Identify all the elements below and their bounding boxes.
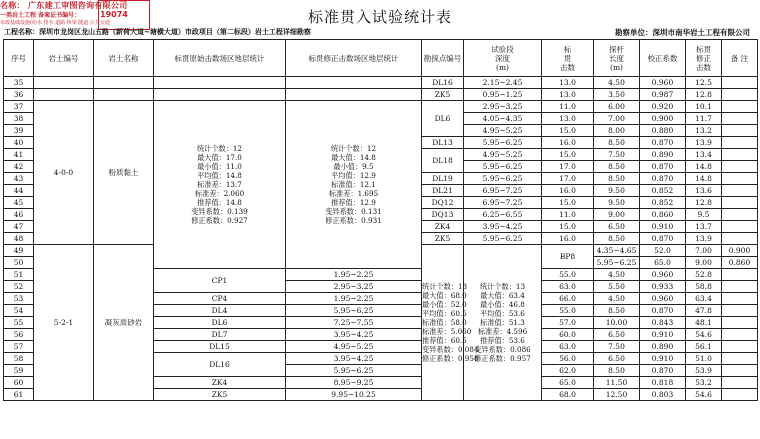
row-depth: 0.95~1.25 xyxy=(464,89,542,101)
row-seq: 49 xyxy=(4,245,34,257)
row-hole-id: CP4 xyxy=(154,293,286,305)
row-factor: 0.880 xyxy=(640,125,686,137)
row-factor: 0.890 xyxy=(640,149,686,161)
table-row xyxy=(4,77,758,89)
empty-corrected-stats xyxy=(286,89,422,101)
stat-line: 变异系数：0.131 xyxy=(325,207,382,216)
row-factor: 0.843 xyxy=(640,317,686,329)
row-blows: 52.0 xyxy=(640,245,686,257)
row-blows: 17.0 xyxy=(542,173,594,185)
row-seq: 61 xyxy=(4,389,34,401)
header-corr-l3: 击数 xyxy=(696,62,711,72)
empty-soil-name xyxy=(94,77,154,89)
row-factor: 0.960 xyxy=(640,293,686,305)
header-depth-l2: 深度 xyxy=(495,53,510,63)
row-seq: 51 xyxy=(4,269,34,281)
row-factor: 0.870 xyxy=(640,137,686,149)
table-body xyxy=(4,77,758,401)
row-corrected: 52.8 xyxy=(686,269,722,281)
stat-line: 统计个数：12 xyxy=(196,144,243,153)
row-rod-length: 5.50 xyxy=(594,281,640,293)
row-corrected: 47.8 xyxy=(686,305,722,317)
row-remark xyxy=(722,233,758,245)
row-corrected: 58.8 xyxy=(686,281,722,293)
row-rod-length: 7.00 xyxy=(686,245,722,257)
header-rod-l1: 探杆 xyxy=(609,44,624,54)
stat-line: 标准差：4.596 xyxy=(477,327,528,336)
row-seq: 47 xyxy=(4,221,34,233)
row-hole-id: DQ12 xyxy=(422,197,464,209)
stat-line: 修正系数：0.931 xyxy=(325,216,382,225)
row-rod-length: 4.50 xyxy=(594,293,640,305)
row-depth: 3.95~4.25 xyxy=(286,329,422,341)
row-depth: 8.95~9.25 xyxy=(286,377,422,389)
row-rod-length: 3.50 xyxy=(594,89,640,101)
stamp-cert-no: 19074 xyxy=(100,10,128,19)
header-corr-l1: 标贯 xyxy=(696,44,711,54)
stat-line: 标准差：2.060 xyxy=(194,189,245,198)
stat-line: 变异系数：0.139 xyxy=(191,207,248,216)
row-factor: 0.960 xyxy=(640,77,686,89)
row-hole-id: ZK5 xyxy=(422,89,464,101)
row-seq: 54 xyxy=(4,305,34,317)
row-corrected: 13.9 xyxy=(686,137,722,149)
row-blows: 13.0 xyxy=(542,89,594,101)
empty-corrected-stats xyxy=(286,77,422,89)
row-depth: 6.25~6.55 xyxy=(464,209,542,221)
header-blows xyxy=(542,40,594,77)
row-rod-length: 9.00 xyxy=(594,209,640,221)
row-factor: 0.900 xyxy=(722,245,758,257)
stat-line: 统计个数：13 xyxy=(422,282,468,291)
row-rod-length: 7.00 xyxy=(594,113,640,125)
row-factor: 0.852 xyxy=(640,185,686,197)
row-hole-id: CP1 xyxy=(154,269,286,293)
row-seq: 52 xyxy=(4,281,34,293)
row-depth: 5.95~6.25 xyxy=(594,257,640,269)
layer-raw-stats xyxy=(154,101,286,269)
row-factor: 0.870 xyxy=(640,173,686,185)
row-hole-id: DQ13 xyxy=(422,209,464,221)
row-depth: 5.95~6.25 xyxy=(464,233,542,245)
header-corrected-blows xyxy=(686,40,722,77)
row-corrected: 56.1 xyxy=(686,341,722,353)
header-raw-stats: 标贯原始击数场区地层统计 xyxy=(154,40,286,77)
layer-soil-name: 粉质黏土 xyxy=(94,101,154,245)
survey-organization: 勘察单位：深圳市南华岩土工程有限公司 xyxy=(615,28,750,37)
row-seq: 50 xyxy=(4,257,34,269)
stat-line: 推荐值：53.6 xyxy=(480,336,525,345)
row-corrected: 12.5 xyxy=(686,77,722,89)
row-hole-id: DL13 xyxy=(422,137,464,149)
row-depth: 3.95~4.25 xyxy=(464,221,542,233)
stamp-line-2: 一类岩土工程 备案证书编号： xyxy=(0,12,81,19)
row-remark xyxy=(722,161,758,173)
empty-soil-code xyxy=(34,77,94,89)
row-corrected: 51.0 xyxy=(686,353,722,365)
table-row xyxy=(4,101,758,113)
row-blows: 55.0 xyxy=(542,305,594,317)
row-hole-id: DL7 xyxy=(154,329,286,341)
row-rod-length: 4.50 xyxy=(594,269,640,281)
row-remark xyxy=(722,101,758,113)
row-factor: 0.890 xyxy=(640,341,686,353)
row-remark xyxy=(722,173,758,185)
row-remark xyxy=(722,185,758,197)
row-depth: 1.95~2.25 xyxy=(286,269,422,281)
row-corrected: 54.6 xyxy=(686,389,722,401)
row-blows: 56.0 xyxy=(542,353,594,365)
row-rod-length: 6.50 xyxy=(594,329,640,341)
row-depth: 5.95~6.25 xyxy=(286,305,422,317)
row-seq: 56 xyxy=(4,329,34,341)
row-corrected: 13.2 xyxy=(686,125,722,137)
row-blows: 15.0 xyxy=(542,149,594,161)
header-rod-l3: (m) xyxy=(610,62,623,72)
row-seq: 41 xyxy=(4,149,34,161)
stat-line: 标准值：12.1 xyxy=(331,180,376,189)
row-rod-length: 6.50 xyxy=(594,221,640,233)
row-depth: 5.95~6.25 xyxy=(286,365,422,377)
stat-line: 平均值：12.9 xyxy=(331,171,376,180)
table-row xyxy=(4,89,758,101)
row-remark xyxy=(722,77,758,89)
layer-soil-name: 凝灰质砂岩 xyxy=(94,245,154,401)
empty-soil-code xyxy=(34,89,94,101)
row-blows: 11.0 xyxy=(542,101,594,113)
header-corrected-stats: 标贯修正击数场区地层统计 xyxy=(286,40,422,77)
stat-line: 标准差：5.060 xyxy=(422,327,472,336)
row-seq: 44 xyxy=(4,185,34,197)
header-blows-l3: 击数 xyxy=(560,62,575,72)
row-blows: 63.0 xyxy=(542,341,594,353)
stat-line: 标准差：1.695 xyxy=(328,189,379,198)
row-blows: 68.0 xyxy=(542,389,594,401)
stat-line: 推荐值：60.5 xyxy=(422,336,467,345)
stat-line: 修正系数：0.958 xyxy=(422,354,479,363)
row-blows: 16.0 xyxy=(542,185,594,197)
row-blows: 11.0 xyxy=(542,209,594,221)
row-corrected: 14.8 xyxy=(686,161,722,173)
row-remark xyxy=(722,305,758,317)
stat-line: 最小值：46.8 xyxy=(480,300,525,309)
stat-line: 标准值：58.0 xyxy=(422,318,467,327)
stat-line: 平均值：14.8 xyxy=(197,171,242,180)
row-seq: 42 xyxy=(4,161,34,173)
row-depth: 5.95~6.25 xyxy=(464,137,542,149)
empty-raw-stats xyxy=(154,77,286,89)
row-factor: 0.987 xyxy=(640,89,686,101)
header-remark: 备 注 xyxy=(722,40,758,77)
layer-soil-code: 4-0-0 xyxy=(34,101,94,245)
row-blows: 13.0 xyxy=(542,113,594,125)
row-remark xyxy=(722,329,758,341)
row-rod-length: 6.00 xyxy=(594,101,640,113)
stat-line: 最大值：63.4 xyxy=(480,291,525,300)
row-depth: 4.95~5.25 xyxy=(464,125,542,137)
stat-line: 最小值：11.0 xyxy=(197,162,242,171)
row-factor: 0.920 xyxy=(640,101,686,113)
row-seq: 53 xyxy=(4,293,34,305)
row-rod-length: 8.50 xyxy=(594,365,640,377)
empty-soil-name xyxy=(94,89,154,101)
row-rod-length: 11.50 xyxy=(594,377,640,389)
row-corrected: 9.5 xyxy=(686,209,722,221)
row-blows: 57.0 xyxy=(542,317,594,329)
row-rod-length: 9.50 xyxy=(594,197,640,209)
stat-line: 统计个数：13 xyxy=(479,282,526,291)
row-remark xyxy=(722,389,758,401)
row-remark xyxy=(722,197,758,209)
row-remark xyxy=(722,89,758,101)
row-hole-id: ZK5 xyxy=(422,233,464,245)
table-header-row xyxy=(4,40,758,77)
row-depth: 2.95~3.25 xyxy=(464,101,542,113)
row-hole-id: DL6 xyxy=(422,101,464,137)
stat-line: 标准差：13.7 xyxy=(197,180,242,189)
row-blows: 60.0 xyxy=(542,329,594,341)
row-depth: 1.95~2.25 xyxy=(286,293,422,305)
row-blows: 66.0 xyxy=(542,293,594,305)
row-rod-length: 8.50 xyxy=(594,173,640,185)
row-hole-id: DL15 xyxy=(154,341,286,353)
row-factor: 0.860 xyxy=(722,257,758,269)
layer-soil-code: 5-2-1 xyxy=(34,245,94,401)
row-corrected: 11.7 xyxy=(686,113,722,125)
row-remark xyxy=(722,365,758,377)
row-blows: 62.0 xyxy=(542,365,594,377)
stat-line: 最小值：9.5 xyxy=(333,162,374,171)
row-corrected: 12.8 xyxy=(686,197,722,209)
stat-line: 统计个数：12 xyxy=(330,144,377,153)
row-depth: 6.95~7.25 xyxy=(464,185,542,197)
stat-line: 修正系数：0.957 xyxy=(474,354,531,363)
row-corrected: 10.1 xyxy=(686,101,722,113)
row-depth: 4.05~4.35 xyxy=(464,113,542,125)
row-corrected: 13.6 xyxy=(686,185,722,197)
row-blows: 15.0 xyxy=(542,197,594,209)
row-rod-length: 8.00 xyxy=(594,125,640,137)
row-corrected: 13.4 xyxy=(686,149,722,161)
layer-corr-stats xyxy=(286,101,422,269)
row-factor: 0.818 xyxy=(640,377,686,389)
stat-line: 推荐值：14.8 xyxy=(197,198,242,207)
row-remark xyxy=(722,293,758,305)
row-blows: 65.0 xyxy=(640,257,686,269)
row-blows: 16.0 xyxy=(542,137,594,149)
header-soil-code: 岩土编号 xyxy=(34,40,94,77)
row-factor: 0.870 xyxy=(640,305,686,317)
row-corrected: 13.9 xyxy=(686,233,722,245)
row-rod-length: 8.50 xyxy=(594,233,640,245)
row-remark xyxy=(722,209,758,221)
row-blows: 16.0 xyxy=(542,233,594,245)
row-corrected: 12.8 xyxy=(686,89,722,101)
row-factor: 0.933 xyxy=(640,281,686,293)
row-hole-id: ZK4 xyxy=(154,377,286,389)
row-rod-length: 8.50 xyxy=(594,137,640,149)
row-seq: 58 xyxy=(4,353,34,365)
row-factor: 0.900 xyxy=(640,113,686,125)
row-hole-id: DL19 xyxy=(422,173,464,185)
row-remark xyxy=(722,317,758,329)
row-depth: 4.35~4.65 xyxy=(594,245,640,257)
row-seq: 60 xyxy=(4,377,34,389)
row-rod-length: 6.50 xyxy=(594,353,640,365)
spt-statistics-table xyxy=(3,39,758,401)
row-seq: 48 xyxy=(4,233,34,245)
header-hole-id: 勘探点编号 xyxy=(422,40,464,77)
stat-line: 变异系数：0.086 xyxy=(474,345,531,354)
row-seq: 45 xyxy=(4,197,34,209)
row-remark xyxy=(722,377,758,389)
row-hole-id: DL16 xyxy=(422,77,464,89)
page-title: 标准贯入试验统计表 xyxy=(307,8,452,26)
header-factor: 校正系数 xyxy=(640,40,686,77)
row-corrected: 48.1 xyxy=(686,317,722,329)
row-hole-id: ZK5 xyxy=(154,389,286,401)
row-seq: 36 xyxy=(4,89,34,101)
row-remark xyxy=(722,137,758,149)
row-rod-length: 10.00 xyxy=(594,317,640,329)
header-depth xyxy=(464,40,542,77)
row-factor: 0.910 xyxy=(640,221,686,233)
row-rod-length: 4.50 xyxy=(594,77,640,89)
header-blows-l1: 标 xyxy=(563,44,572,54)
row-rod-length: 7.50 xyxy=(594,149,640,161)
row-depth: 9.95~10.25 xyxy=(286,389,422,401)
stamp-line-3: 市政基础设施(给水 排水 道路 桥梁 隧道 公共交通 xyxy=(0,20,110,26)
row-hole-id: DL6 xyxy=(154,317,286,329)
row-seq: 59 xyxy=(4,365,34,377)
row-hole-id: DL16 xyxy=(154,353,286,377)
layer-corr-stats xyxy=(464,245,542,401)
row-blows: 63.0 xyxy=(542,281,594,293)
row-rod-length: 12.50 xyxy=(594,389,640,401)
row-rod-length: 8.50 xyxy=(594,305,640,317)
row-hole-id: DL18 xyxy=(422,149,464,173)
empty-raw-stats xyxy=(154,89,286,101)
row-rod-length: 9.00 xyxy=(686,257,722,269)
row-depth: 6.95~7.25 xyxy=(464,197,542,209)
stat-line: 最大值：68.0 xyxy=(422,291,467,300)
stat-line: 平均值：53.6 xyxy=(480,309,525,318)
row-corrected: 63.4 xyxy=(686,293,722,305)
row-remark xyxy=(722,341,758,353)
row-seq: 43 xyxy=(4,173,34,185)
row-rod-length: 7.50 xyxy=(594,341,640,353)
row-hole-id: ZK4 xyxy=(422,221,464,233)
header-blows-l2: 贯 xyxy=(563,53,572,63)
row-factor: 0.870 xyxy=(640,365,686,377)
row-depth: 4.95~5.25 xyxy=(464,149,542,161)
row-remark xyxy=(722,113,758,125)
row-corrected: 53.9 xyxy=(686,365,722,377)
stat-line: 平均值：60.5 xyxy=(422,309,467,318)
stat-line: 变异系数：0.084 xyxy=(422,345,479,354)
header-rod-length xyxy=(594,40,640,77)
row-blows: 15.0 xyxy=(542,221,594,233)
row-depth: 4.95~5.25 xyxy=(286,341,422,353)
row-blows: 15.0 xyxy=(542,125,594,137)
row-blows: 13.0 xyxy=(542,77,594,89)
row-seq: 38 xyxy=(4,113,34,125)
row-factor: 0.960 xyxy=(640,269,686,281)
row-depth: 3.95~4.25 xyxy=(286,353,422,365)
row-factor: 0.870 xyxy=(640,233,686,245)
header-corr-l2: 修正 xyxy=(696,53,711,63)
row-blows: 65.0 xyxy=(542,377,594,389)
row-corrected: 54.6 xyxy=(686,329,722,341)
row-depth: 2.15~2.45 xyxy=(464,77,542,89)
stamp-line-1: 名称： 广东建工审图咨询有限公司 xyxy=(0,1,128,10)
row-blows: 55.0 xyxy=(542,269,594,281)
row-seq: 57 xyxy=(4,341,34,353)
row-seq: 35 xyxy=(4,77,34,89)
header-depth-l1: 试验段 xyxy=(491,44,514,54)
header-soil-name: 岩土名称 xyxy=(94,40,154,77)
row-factor: 0.910 xyxy=(640,353,686,365)
row-seq: 37 xyxy=(4,101,34,113)
row-rod-length: 9.50 xyxy=(594,185,640,197)
row-seq: 46 xyxy=(4,209,34,221)
row-depth: 2.95~3.25 xyxy=(286,281,422,293)
row-hole-id: BP8 xyxy=(542,245,594,269)
row-factor: 0.803 xyxy=(640,389,686,401)
header-rod-l2: 长度 xyxy=(609,53,624,63)
row-remark xyxy=(722,353,758,365)
row-remark xyxy=(722,221,758,233)
row-depth: 5.95~6.25 xyxy=(464,161,542,173)
stat-line: 修正系数：0.927 xyxy=(191,216,248,225)
stat-line: 最大值：14.8 xyxy=(331,153,376,162)
header-depth-l3: (m) xyxy=(496,62,509,72)
row-corrected: 14.8 xyxy=(686,173,722,185)
stat-line: 标准值：51.3 xyxy=(480,318,525,327)
row-remark xyxy=(722,149,758,161)
row-seq: 39 xyxy=(4,125,34,137)
row-depth: 7.25~7.55 xyxy=(286,317,422,329)
row-factor: 0.852 xyxy=(640,197,686,209)
row-remark xyxy=(722,125,758,137)
stat-line: 最小值：52.0 xyxy=(422,300,467,309)
stat-line: 推荐值：12.9 xyxy=(331,198,376,207)
row-seq: 55 xyxy=(4,317,34,329)
row-rod-length: 8.50 xyxy=(594,161,640,173)
layer-raw-stats xyxy=(422,245,479,401)
header-seq: 序号 xyxy=(4,40,34,77)
row-factor: 0.860 xyxy=(640,209,686,221)
row-depth: 5.95~6.25 xyxy=(464,173,542,185)
row-hole-id: DL21 xyxy=(422,185,464,197)
row-remark xyxy=(722,281,758,293)
row-seq: 40 xyxy=(4,137,34,149)
row-factor: 0.870 xyxy=(640,161,686,173)
project-name: 工程名称：深圳市龙岗区龙山五路（新荷大道~塘横大道）市政项目（第二标段）岩土工程详细勘察 xyxy=(4,27,311,36)
row-hole-id: DL4 xyxy=(154,305,286,317)
stat-line: 最大值：17.0 xyxy=(197,153,242,162)
row-corrected: 53.2 xyxy=(686,377,722,389)
row-remark xyxy=(722,269,758,281)
row-factor: 0.910 xyxy=(640,329,686,341)
row-corrected: 13.7 xyxy=(686,221,722,233)
row-blows: 17.0 xyxy=(542,161,594,173)
